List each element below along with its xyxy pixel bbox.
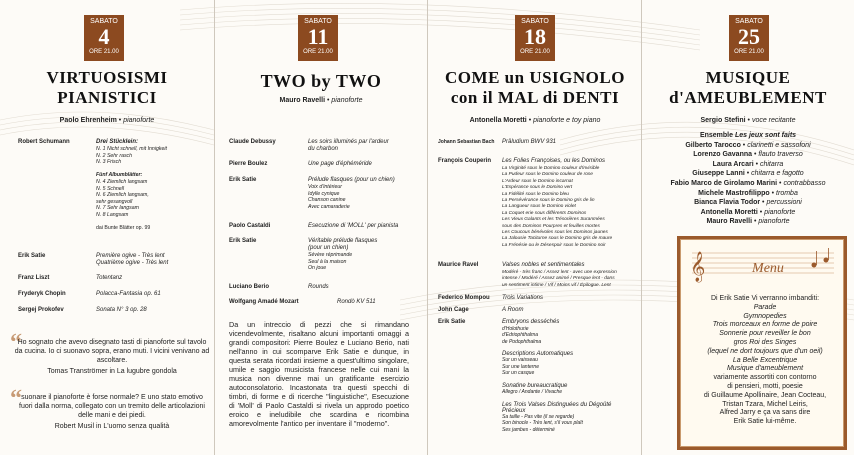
- work-title: Polacca-Fantasia op. 61: [96, 291, 161, 297]
- quote-mark-icon: “: [10, 330, 22, 356]
- composer: Federico Mompou: [438, 295, 490, 301]
- quote-text: Ho sognato che avevo disegnato tasti di pianoforte sul tavolo da cucina. Io ci suonavo sopra, erano muti. I vicini venivano ad ascoltare.: [14, 339, 210, 364]
- date-day-number: 4: [98, 24, 110, 49]
- date-badge-4: [84, 15, 124, 61]
- program-item: [438, 307, 638, 315]
- work-movements: La Virginité sous le Domino couleur d'invisible La Pudeur sous le Domino couleur de rose L'Ardeur sous le Domino incarnat L'Espérance sous le Domino vert La Fidélité sous le Domino bleu La Persévérance sous le Domino gris de lin La Langueur sous le Domino violet La Coquet erie sous différents Dominos Les Vieux Galants et les Trésorières Suranmées sous des Dominos Pourpres et feuilles mortes Les Coucous bénévoles sous les Dominos jaunes La Jalousie Taciturne sous le Domino gris de maure La Frénésie ou le Désespoir sous le Domino noir: [502, 166, 613, 248]
- concert-title: [646, 68, 850, 108]
- work-title: Esecuzione di 'MOLL' per pianista: [308, 223, 399, 229]
- composer: Fryderyk Chopin: [18, 291, 66, 297]
- composer: Johann Sebastian Bach: [438, 139, 495, 145]
- work-title: Les soirs illuminés par l'ardeur: [308, 139, 389, 145]
- quote-block: [14, 393, 210, 431]
- date-day-label: SABATO: [90, 18, 118, 25]
- work-title: Sonata N° 3 op. 28: [96, 307, 147, 313]
- performer-role: pianoforte e toy piano: [533, 117, 601, 124]
- menu-card: [677, 236, 847, 450]
- performer-name: Mauro Ravelli: [279, 97, 326, 104]
- ensemble-member: Fabio Marco de Girolamo Marini • contrabbasso: [670, 179, 826, 187]
- performer-name: Antonella Moretti: [469, 117, 527, 124]
- ensemble-member: Gilberto Tarocco • clarinetti e sassofoni: [685, 141, 811, 149]
- performer: Antonella Moretti • pianoforte e toy piano: [469, 117, 601, 124]
- program-item: [438, 262, 638, 292]
- composer: Franz Liszt: [18, 275, 50, 281]
- work-movements: d'Holothurie d'Edriophthalma de Podophthalma Descriptions Automatiques Sur un vaisseau Sur une lanterne Sur un casque Sonatine bureaucratique Allegro / Andante / Vivache Les Trois Valses Distinguées du Dégoûté Précieux Sa taille - Pas vite (il se regarde) Son binocle - Très lent, s'il vous plaît Ses jambes - déterminé: [502, 326, 612, 433]
- composer: François Couperin: [438, 158, 492, 164]
- work-title: (pour un chien): [308, 245, 349, 251]
- work-title: Véritable prélude flasques: [308, 238, 378, 244]
- program-item: [229, 139, 419, 155]
- work-movements: Sévère réprimande Seul à la maison On joue: [308, 252, 353, 272]
- date-badge-11: [298, 15, 338, 61]
- work-title: Valses nobles et sentimentales: [502, 262, 585, 268]
- quote-author: Tomas Tranströmer in La lugubre gondola: [47, 368, 177, 375]
- program-item: [18, 253, 208, 269]
- work-movements: Modéré - très franc / Assez lent - avec une expression intense / Modéré / Assez animé / Presque lent - dans un sentiment intime / Vif / Moins vif / Épilogue. Lent: [502, 270, 617, 288]
- ensemble-member: Mauro Ravelli • pianoforte: [706, 218, 790, 226]
- work-title: Drei Stücklein:: [96, 139, 139, 145]
- quote-block: [14, 338, 210, 376]
- performer-name: Paolo Ehrenheim: [59, 117, 117, 124]
- program-item: [18, 139, 208, 249]
- work-title: Première ogive - Très lent: [96, 253, 165, 259]
- ensemble-member: Giuseppe Lanni • chitarra e fagotto: [692, 170, 804, 178]
- program-item: [438, 158, 638, 258]
- program-item: [18, 275, 208, 283]
- program-item: [229, 177, 419, 217]
- date-day-label: SABATO: [304, 18, 332, 25]
- program-description: Da un intreccio di pezzi che si rimandano vicendevolmente, risaltano alcuni importanti omaggi a grandi compositori: Pierre Boulez e Luciano Berio, nati nell'anno in cui scomparve Erik Satie e dunque, in questa serata ricordati insieme a quest'ultimo singolare, umile e saggio musicista francese nelle cui mani la musica non divenne mai un gratificante esercizio autoconsolatorio. Incastonata tra questi specchi di timbri, di forme e di ricerche "linguistiche", Esecuzione di 'Moll' di Paolo Castaldi si rivela un approdo poetico eroico e ineludibile che scardina e ricombina amorevolmente l'antico per inventare il "moderno".: [229, 320, 409, 428]
- work-title: Quatrième ogive - Très lent: [96, 260, 169, 266]
- work-movements: Voix d'intérieur Idylle cynique Chanson canine Avec camaraderie: [308, 184, 350, 210]
- date-time: ORE 21.00: [89, 49, 119, 55]
- date-day-number: 18: [524, 24, 546, 49]
- column-divider: [214, 0, 215, 455]
- work-title: du charbon: [308, 146, 339, 152]
- composer: Maurice Ravel: [438, 262, 479, 268]
- title-line: d'AMEUBLEMENT: [669, 88, 827, 107]
- composer: Erik Satie: [18, 253, 46, 259]
- program-item: [229, 284, 419, 292]
- work-movements: N. 1 Nicht schnell, mit Innigkeit N. 2 Sehr rasch N. 3 Frisch Fünf Albumblätter: N. 4 Ziemlich langsam N. 5 Schnell N. 6 Ziemlich langsam, sehr gesangvoll N. 7 Sehr langsam N. 8 Langsam dai Bunte Blätter op. 99: [96, 146, 167, 232]
- work-title: Totentanz: [96, 275, 123, 281]
- program-item: [18, 291, 208, 299]
- program-item: [438, 295, 638, 303]
- menu-content: Di Erik Satie Vi verranno imbanditi: Parade Gymnopedies Trois morceaux en forme de poire Sonnerie pour reveiller le bon gros Roi des Singes (lequel ne dort toujours que d'un oeil) La Belle Excentrique Musique d'ameublement variamente assortiti con contorno di pensieri, motti, poesie di Guillaume Apollinaire, Jean Cocteau, Tristan Tzara, Michel Leiris, Alfred Jarry e ça va sans dire Erik Satie lui-même.: [703, 295, 827, 426]
- performer: Sergio Stefini • voce recitante: [700, 117, 796, 124]
- svg-text:𝄞: 𝄞: [690, 252, 706, 282]
- column-divider: [427, 0, 428, 455]
- ensemble-member: Laura Arcari • chitarra: [712, 160, 784, 168]
- performer-role: pianoforte: [331, 97, 363, 104]
- composer: Paolo Castaldi: [229, 223, 271, 229]
- composer: Erik Satie: [229, 238, 257, 244]
- ensemble-member: Ensemble Les jeux sont faits: [699, 132, 797, 139]
- work-title: Les Folies Françoises, ou les Dominos: [502, 158, 606, 164]
- quote-author: Robert Musil in L'uomo senza qualità: [54, 423, 170, 430]
- menu-title: Menu: [752, 261, 784, 276]
- program-item: [438, 139, 638, 147]
- performer-name: Sergio Stefini: [700, 117, 746, 124]
- date-day-number: 11: [307, 24, 329, 49]
- title-line: TWO by TWO: [260, 71, 382, 91]
- performer: Paolo Ehrenheim • pianoforte: [59, 117, 155, 124]
- composer: Robert Schumann: [18, 139, 70, 145]
- composer: John Cage: [438, 307, 469, 313]
- work-title: Embryons desséchés: [502, 319, 560, 325]
- work-title: Une page d'éphéméride: [308, 161, 372, 167]
- ensemble-member: Bianca Flavia Todor • percussioni: [694, 199, 802, 207]
- quote-text: suonare il pianoforte è forse normale? E uno stato emotivo fuori dalla norma, collegato con un tremito delle articolazioni delle mani e dei piedi.: [19, 394, 205, 419]
- date-time: ORE 21.00: [520, 49, 550, 55]
- composer: Erik Satie: [438, 319, 466, 325]
- date-time: ORE 21.00: [303, 49, 333, 55]
- composer: Wolfgang Amadé Mozart: [229, 299, 299, 305]
- program-item: [229, 223, 419, 231]
- title-line: VIRTUOSISMI: [46, 68, 168, 87]
- date-day-label: SABATO: [521, 18, 549, 25]
- composer: Pierre Boulez: [229, 161, 268, 167]
- concert-title: [220, 70, 422, 92]
- performer-role: voce recitante: [751, 117, 796, 124]
- work-title: Trois Variations: [502, 295, 544, 301]
- date-time: ORE 21.00: [734, 49, 764, 55]
- date-badge-25: [729, 15, 769, 61]
- ensemble-list: [646, 131, 850, 227]
- concert-title: [432, 68, 638, 108]
- date-day-number: 25: [738, 24, 760, 49]
- composer: Sergej Prokofev: [18, 307, 64, 313]
- date-day-label: SABATO: [735, 18, 763, 25]
- program-item: [18, 307, 208, 315]
- work-title: A Room: [502, 307, 524, 313]
- date-badge-18: [515, 15, 555, 61]
- quote-mark-icon: “: [10, 386, 22, 412]
- title-line: PIANISTICI: [57, 88, 157, 107]
- composer: Luciano Berio: [229, 284, 270, 290]
- program-item: [438, 319, 638, 449]
- program-item: [229, 238, 419, 278]
- program-item: [229, 299, 419, 307]
- work-title: Rondò KV 511: [337, 299, 376, 305]
- work-title: Präludium BWV 931: [502, 139, 557, 145]
- title-line: COME un USIGNOLO: [445, 68, 625, 87]
- composer: Claude Debussy: [229, 139, 276, 145]
- program-item: [229, 161, 419, 169]
- title-line: con il MAL di DENTI: [450, 88, 620, 107]
- performer-role: pianoforte: [123, 117, 155, 124]
- composer: Erik Satie: [229, 177, 257, 183]
- concert-title: [6, 68, 208, 108]
- performer: Mauro Ravelli • pianoforte: [279, 97, 363, 104]
- column-divider: [641, 0, 642, 455]
- title-line: MUSIQUE: [705, 68, 791, 87]
- ensemble-member: Michele Mastrofilippo • tromba: [698, 189, 798, 197]
- ensemble-member: Antonella Moretti • pianoforte: [700, 208, 796, 216]
- work-title: Rounds: [308, 284, 329, 290]
- work-title: Prélude flasques (pour un chien): [308, 177, 395, 183]
- ensemble-member: Lorenzo Gavanna • flauto traverso: [693, 151, 803, 159]
